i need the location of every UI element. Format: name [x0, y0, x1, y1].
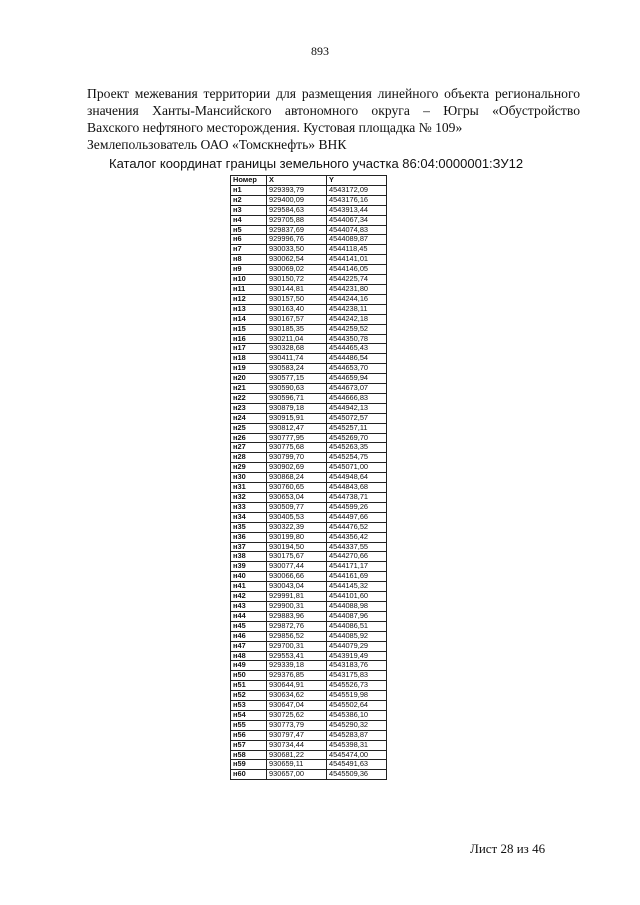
point-number-cell: н19 — [231, 364, 267, 374]
point-number-cell: н37 — [231, 542, 267, 552]
point-number-cell: н55 — [231, 720, 267, 730]
x-coordinate-cell: 929856,52 — [267, 631, 327, 641]
y-coordinate-cell: 4543175,83 — [327, 671, 387, 681]
y-coordinate-cell: 4545269,70 — [327, 433, 387, 443]
x-coordinate-cell: 930144,81 — [267, 284, 327, 294]
table-row — [231, 601, 387, 611]
x-coordinate-cell: 930812,47 — [267, 423, 327, 433]
y-coordinate-cell: 4544259,52 — [327, 324, 387, 334]
table-body — [231, 185, 387, 779]
x-coordinate-cell: 930915,91 — [267, 413, 327, 423]
y-coordinate-cell: 4545283,87 — [327, 730, 387, 740]
point-number-cell: н10 — [231, 275, 267, 285]
x-coordinate-cell: 930194,50 — [267, 542, 327, 552]
table-row — [231, 582, 387, 592]
table-row — [231, 681, 387, 691]
table-row — [231, 502, 387, 512]
x-coordinate-cell: 929393,79 — [267, 185, 327, 195]
y-coordinate-cell: 4545509,36 — [327, 770, 387, 780]
point-number-cell: н13 — [231, 304, 267, 314]
point-number-cell: н47 — [231, 641, 267, 651]
y-coordinate-cell: 4543176,16 — [327, 195, 387, 205]
x-coordinate-cell: 930150,72 — [267, 275, 327, 285]
x-coordinate-cell: 930043,04 — [267, 582, 327, 592]
y-coordinate-cell: 4544101,60 — [327, 592, 387, 602]
y-coordinate-cell: 4544497,66 — [327, 512, 387, 522]
y-coordinate-cell: 4545519,98 — [327, 691, 387, 701]
table-row — [231, 651, 387, 661]
table-row — [231, 413, 387, 423]
table-row — [231, 304, 387, 314]
x-coordinate-cell: 930777,95 — [267, 433, 327, 443]
y-coordinate-cell: 4544067,34 — [327, 215, 387, 225]
x-coordinate-cell: 930163,40 — [267, 304, 327, 314]
point-number-cell: н40 — [231, 572, 267, 582]
table-row — [231, 334, 387, 344]
y-coordinate-cell: 4545071,00 — [327, 463, 387, 473]
point-number-cell: н59 — [231, 760, 267, 770]
table-row — [231, 364, 387, 374]
x-coordinate-cell: 929883,96 — [267, 611, 327, 621]
x-coordinate-cell: 930653,04 — [267, 493, 327, 503]
y-coordinate-cell: 4544242,18 — [327, 314, 387, 324]
x-coordinate-cell: 930596,71 — [267, 393, 327, 403]
point-number-cell: н8 — [231, 255, 267, 265]
x-coordinate-cell: 930583,24 — [267, 364, 327, 374]
x-coordinate-cell: 930062,54 — [267, 255, 327, 265]
point-number-cell: н26 — [231, 433, 267, 443]
y-coordinate-cell: 4544086,51 — [327, 621, 387, 631]
point-number-cell: н54 — [231, 710, 267, 720]
point-number-cell: н38 — [231, 552, 267, 562]
x-coordinate-cell: 930577,15 — [267, 374, 327, 384]
y-coordinate-cell: 4544942,13 — [327, 403, 387, 413]
table-row — [231, 423, 387, 433]
x-coordinate-cell: 929900,31 — [267, 601, 327, 611]
y-coordinate-cell: 4545526,73 — [327, 681, 387, 691]
table-row — [231, 730, 387, 740]
point-number-cell: н33 — [231, 502, 267, 512]
y-coordinate-cell: 4545398,31 — [327, 740, 387, 750]
point-number-cell: н4 — [231, 215, 267, 225]
x-coordinate-cell: 930734,44 — [267, 740, 327, 750]
y-coordinate-cell: 4544087,96 — [327, 611, 387, 621]
x-coordinate-cell: 929339,18 — [267, 661, 327, 671]
coordinates-table — [230, 175, 387, 780]
point-number-cell: н9 — [231, 265, 267, 275]
point-number-cell: н50 — [231, 671, 267, 681]
y-coordinate-cell: 4544161,69 — [327, 572, 387, 582]
point-number-cell: н49 — [231, 661, 267, 671]
y-coordinate-cell: 4544085,92 — [327, 631, 387, 641]
table-row — [231, 562, 387, 572]
y-coordinate-cell: 4544465,43 — [327, 344, 387, 354]
x-coordinate-cell: 930033,50 — [267, 245, 327, 255]
y-coordinate-cell: 4545502,64 — [327, 701, 387, 711]
y-coordinate-cell: 4544843,68 — [327, 483, 387, 493]
y-coordinate-cell: 4545257,11 — [327, 423, 387, 433]
table-row — [231, 552, 387, 562]
table-row — [231, 740, 387, 750]
y-coordinate-cell: 4545072,57 — [327, 413, 387, 423]
x-coordinate-cell: 930879,18 — [267, 403, 327, 413]
x-coordinate-cell: 930322,39 — [267, 522, 327, 532]
table-row — [231, 443, 387, 453]
x-coordinate-cell: 929584,63 — [267, 205, 327, 215]
y-coordinate-cell: 4544074,83 — [327, 225, 387, 235]
x-coordinate-cell: 930799,70 — [267, 453, 327, 463]
table-row — [231, 284, 387, 294]
project-title-line-1: Проект межевания территории для размещения линейного объекта регионального — [87, 86, 580, 101]
table-header-row — [231, 176, 387, 186]
y-coordinate-cell: 4544476,52 — [327, 522, 387, 532]
point-number-cell: н1 — [231, 185, 267, 195]
column-header-y: Y — [327, 176, 387, 186]
x-coordinate-cell: 930175,67 — [267, 552, 327, 562]
y-coordinate-cell: 4544171,17 — [327, 562, 387, 572]
point-number-cell: н17 — [231, 344, 267, 354]
table-row — [231, 522, 387, 532]
table-row — [231, 512, 387, 522]
point-number-cell: н53 — [231, 701, 267, 711]
point-number-cell: н35 — [231, 522, 267, 532]
point-number-cell: н21 — [231, 384, 267, 394]
point-number-cell: н58 — [231, 750, 267, 760]
y-coordinate-cell: 4544659,94 — [327, 374, 387, 384]
point-number-cell: н5 — [231, 225, 267, 235]
table-row — [231, 661, 387, 671]
y-coordinate-cell: 4543919,49 — [327, 651, 387, 661]
point-number-cell: н32 — [231, 493, 267, 503]
x-coordinate-cell: 929705,88 — [267, 215, 327, 225]
point-number-cell: н41 — [231, 582, 267, 592]
y-coordinate-cell: 4544145,32 — [327, 582, 387, 592]
y-coordinate-cell: 4543913,44 — [327, 205, 387, 215]
x-coordinate-cell: 930157,50 — [267, 294, 327, 304]
y-coordinate-cell: 4544146,05 — [327, 265, 387, 275]
table-row — [231, 344, 387, 354]
x-coordinate-cell: 930185,35 — [267, 324, 327, 334]
y-coordinate-cell: 4544089,87 — [327, 235, 387, 245]
table-row — [231, 433, 387, 443]
x-coordinate-cell: 930328,68 — [267, 344, 327, 354]
y-coordinate-cell: 4544118,45 — [327, 245, 387, 255]
table-row — [231, 621, 387, 631]
point-number-cell: н11 — [231, 284, 267, 294]
table-row — [231, 473, 387, 483]
x-coordinate-cell: 930902,69 — [267, 463, 327, 473]
point-number-cell: н48 — [231, 651, 267, 661]
point-number-cell: н44 — [231, 611, 267, 621]
x-coordinate-cell: 930644,91 — [267, 681, 327, 691]
point-number-cell: н3 — [231, 205, 267, 215]
y-coordinate-cell: 4544356,42 — [327, 532, 387, 542]
table-row — [231, 760, 387, 770]
table-row — [231, 691, 387, 701]
y-coordinate-cell: 4545386,10 — [327, 710, 387, 720]
column-header-number: Номер — [231, 176, 267, 186]
y-coordinate-cell: 4544738,71 — [327, 493, 387, 503]
x-coordinate-cell: 930659,11 — [267, 760, 327, 770]
x-coordinate-cell: 930634,62 — [267, 691, 327, 701]
catalog-title: Каталог координат границы земельного участка 86:04:0000001:ЗУ12 — [109, 156, 524, 171]
x-coordinate-cell: 929991,81 — [267, 592, 327, 602]
land-user: Землепользователь ОАО «Томскнефть» ВНК — [87, 137, 347, 152]
y-coordinate-cell: 4545290,32 — [327, 720, 387, 730]
table-row — [231, 324, 387, 334]
table-row — [231, 215, 387, 225]
point-number-cell: н16 — [231, 334, 267, 344]
table-row — [231, 185, 387, 195]
y-coordinate-cell: 4544350,78 — [327, 334, 387, 344]
table-row — [231, 671, 387, 681]
x-coordinate-cell: 930657,00 — [267, 770, 327, 780]
point-number-cell: н20 — [231, 374, 267, 384]
x-coordinate-cell: 930760,65 — [267, 483, 327, 493]
table-row — [231, 225, 387, 235]
y-coordinate-cell: 4544666,83 — [327, 393, 387, 403]
y-coordinate-cell: 4544238,11 — [327, 304, 387, 314]
point-number-cell: н27 — [231, 443, 267, 453]
point-number-cell: н12 — [231, 294, 267, 304]
table-row — [231, 493, 387, 503]
table-row — [231, 265, 387, 275]
x-coordinate-cell: 930681,22 — [267, 750, 327, 760]
x-coordinate-cell: 930647,04 — [267, 701, 327, 711]
x-coordinate-cell: 929996,76 — [267, 235, 327, 245]
point-number-cell: н42 — [231, 592, 267, 602]
point-number-cell: н46 — [231, 631, 267, 641]
y-coordinate-cell: 4545474,00 — [327, 750, 387, 760]
y-coordinate-cell: 4544141,01 — [327, 255, 387, 265]
point-number-cell: н22 — [231, 393, 267, 403]
table-row — [231, 542, 387, 552]
point-number-cell: н45 — [231, 621, 267, 631]
point-number-cell: н23 — [231, 403, 267, 413]
x-coordinate-cell: 929700,31 — [267, 641, 327, 651]
y-coordinate-cell: 4544244,16 — [327, 294, 387, 304]
point-number-cell: н57 — [231, 740, 267, 750]
table-row — [231, 572, 387, 582]
point-number-cell: н51 — [231, 681, 267, 691]
y-coordinate-cell: 4544653,70 — [327, 364, 387, 374]
point-number-cell: н28 — [231, 453, 267, 463]
table-row — [231, 195, 387, 205]
point-number-cell: н6 — [231, 235, 267, 245]
x-coordinate-cell: 930590,63 — [267, 384, 327, 394]
y-coordinate-cell: 4544486,54 — [327, 354, 387, 364]
y-coordinate-cell: 4544599,26 — [327, 502, 387, 512]
table-row — [231, 592, 387, 602]
table-row — [231, 403, 387, 413]
sheet-label: Лист 28 из 46 — [470, 841, 546, 856]
y-coordinate-cell: 4543172,09 — [327, 185, 387, 195]
point-number-cell: н31 — [231, 483, 267, 493]
point-number-cell: н7 — [231, 245, 267, 255]
point-number-cell: н2 — [231, 195, 267, 205]
x-coordinate-cell: 930725,62 — [267, 710, 327, 720]
project-title-line-2: значения Ханты-Мансийского автономного округа – Югры «Обустройство — [87, 103, 580, 118]
y-coordinate-cell: 4544079,29 — [327, 641, 387, 651]
x-coordinate-cell: 929553,41 — [267, 651, 327, 661]
table-row — [231, 532, 387, 542]
x-coordinate-cell: 930066,66 — [267, 572, 327, 582]
point-number-cell: н60 — [231, 770, 267, 780]
table-row — [231, 641, 387, 651]
y-coordinate-cell: 4544673,07 — [327, 384, 387, 394]
table-row — [231, 770, 387, 780]
point-number-cell: н15 — [231, 324, 267, 334]
table-row — [231, 275, 387, 285]
y-coordinate-cell: 4545254,75 — [327, 453, 387, 463]
x-coordinate-cell: 930868,24 — [267, 473, 327, 483]
point-number-cell: н29 — [231, 463, 267, 473]
x-coordinate-cell: 930797,47 — [267, 730, 327, 740]
table-row — [231, 205, 387, 215]
table-row — [231, 235, 387, 245]
x-coordinate-cell: 930411,74 — [267, 354, 327, 364]
point-number-cell: н43 — [231, 601, 267, 611]
column-header-x: X — [267, 176, 327, 186]
table-row — [231, 611, 387, 621]
table-row — [231, 384, 387, 394]
point-number-cell: н24 — [231, 413, 267, 423]
table-row — [231, 314, 387, 324]
table-row — [231, 354, 387, 364]
x-coordinate-cell: 930773,79 — [267, 720, 327, 730]
point-number-cell: н14 — [231, 314, 267, 324]
table-row — [231, 483, 387, 493]
table-row — [231, 294, 387, 304]
y-coordinate-cell: 4545491,63 — [327, 760, 387, 770]
y-coordinate-cell: 4544088,98 — [327, 601, 387, 611]
x-coordinate-cell: 930069,02 — [267, 265, 327, 275]
x-coordinate-cell: 930199,80 — [267, 532, 327, 542]
table-row — [231, 453, 387, 463]
x-coordinate-cell: 930509,77 — [267, 502, 327, 512]
page-number: 893 — [311, 44, 329, 58]
table-row — [231, 374, 387, 384]
y-coordinate-cell: 4544225,74 — [327, 275, 387, 285]
y-coordinate-cell: 4544270,66 — [327, 552, 387, 562]
table-row — [231, 245, 387, 255]
x-coordinate-cell: 929400,09 — [267, 195, 327, 205]
table-row — [231, 750, 387, 760]
table-row — [231, 463, 387, 473]
x-coordinate-cell: 930211,04 — [267, 334, 327, 344]
point-number-cell: н36 — [231, 532, 267, 542]
table-row — [231, 255, 387, 265]
point-number-cell: н34 — [231, 512, 267, 522]
point-number-cell: н30 — [231, 473, 267, 483]
y-coordinate-cell: 4544948,64 — [327, 473, 387, 483]
y-coordinate-cell: 4544337,55 — [327, 542, 387, 552]
table-row — [231, 720, 387, 730]
x-coordinate-cell: 929376,85 — [267, 671, 327, 681]
x-coordinate-cell: 930775,68 — [267, 443, 327, 453]
x-coordinate-cell: 929837,69 — [267, 225, 327, 235]
point-number-cell: н25 — [231, 423, 267, 433]
y-coordinate-cell: 4545263,35 — [327, 443, 387, 453]
y-coordinate-cell: 4543183,76 — [327, 661, 387, 671]
table-row — [231, 631, 387, 641]
point-number-cell: н52 — [231, 691, 267, 701]
table-row — [231, 701, 387, 711]
x-coordinate-cell: 929872,76 — [267, 621, 327, 631]
x-coordinate-cell: 930077,44 — [267, 562, 327, 572]
x-coordinate-cell: 930167,57 — [267, 314, 327, 324]
point-number-cell: н56 — [231, 730, 267, 740]
x-coordinate-cell: 930405,53 — [267, 512, 327, 522]
table-row — [231, 393, 387, 403]
point-number-cell: н18 — [231, 354, 267, 364]
project-title — [87, 85, 580, 136]
y-coordinate-cell: 4544231,80 — [327, 284, 387, 294]
table-row — [231, 710, 387, 720]
project-title-line-3: Вахского нефтяного месторождения. Кустовая площадка № 109» — [87, 120, 463, 135]
point-number-cell: н39 — [231, 562, 267, 572]
